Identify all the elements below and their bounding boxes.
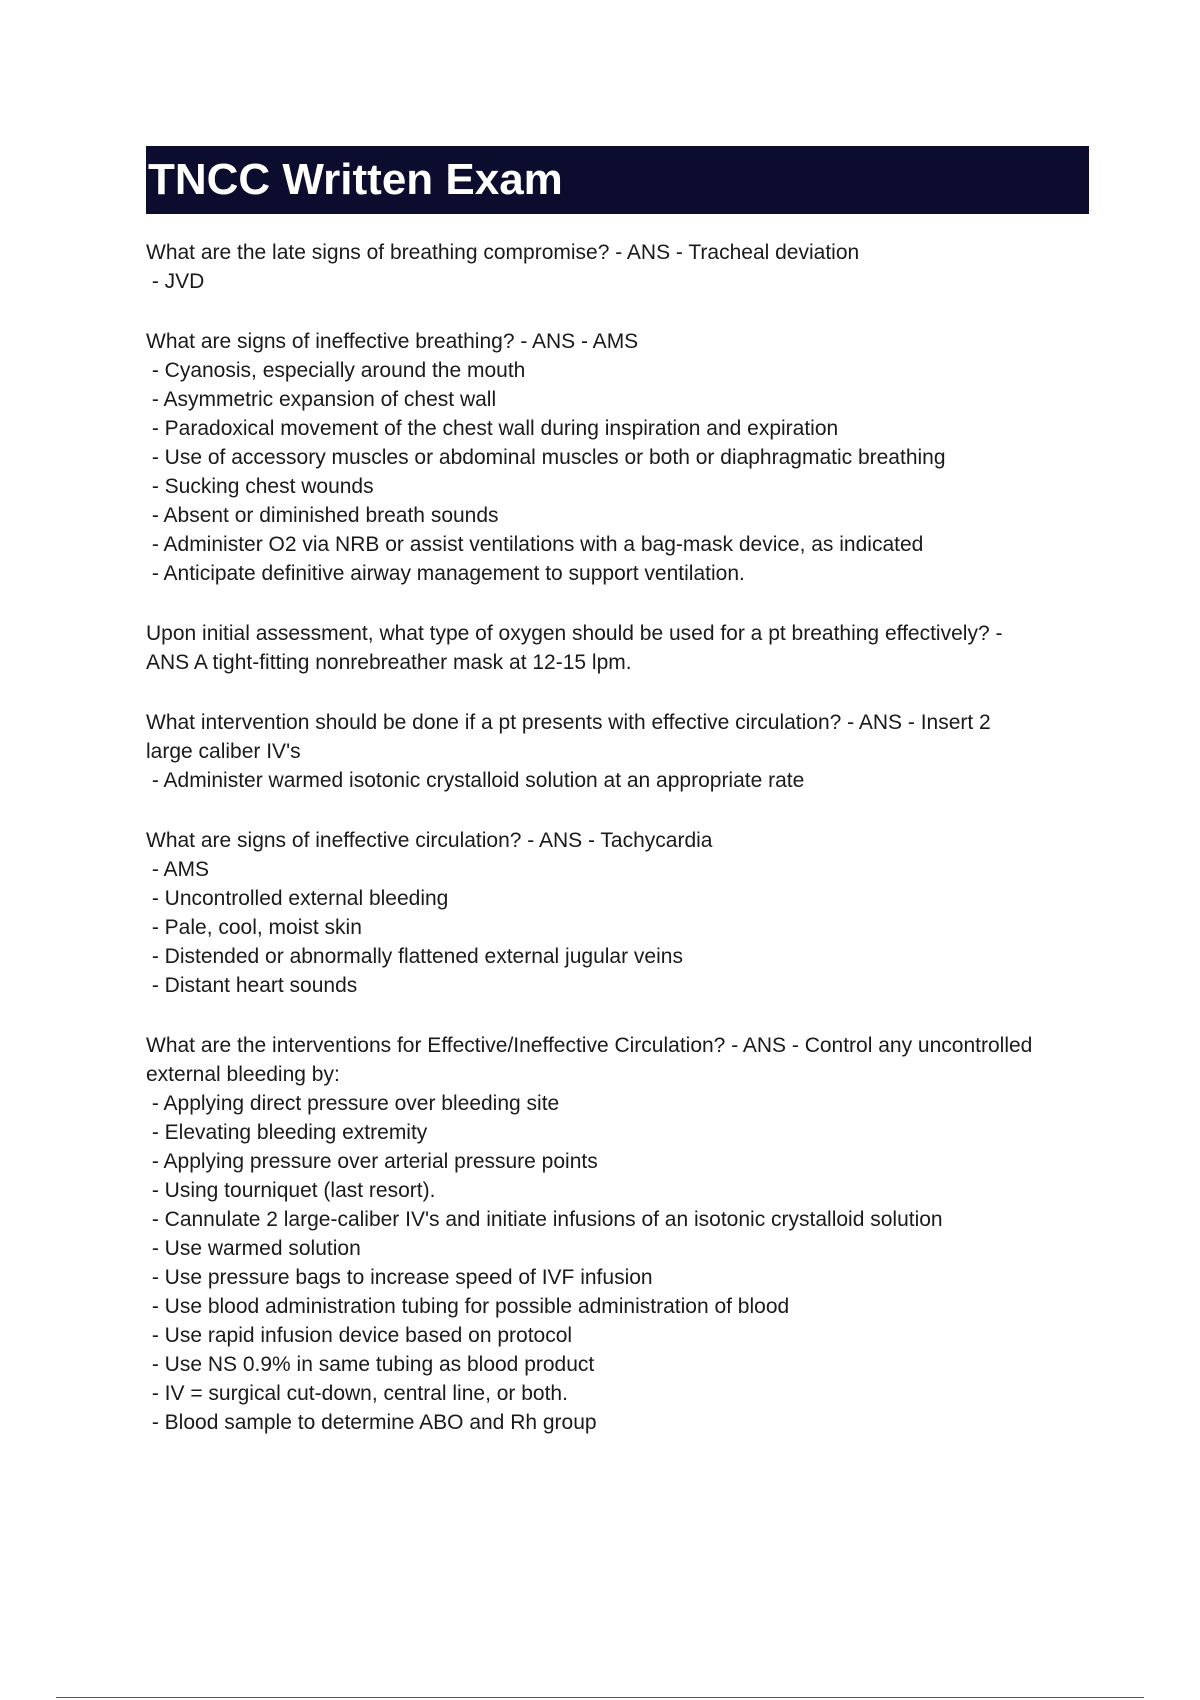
answer-line: ANS A tight-fitting nonrebreather mask at 12-15 lpm. xyxy=(146,651,632,674)
title-banner xyxy=(146,146,1089,214)
document-body xyxy=(146,238,1106,1468)
answer-line: - Distant heart sounds xyxy=(146,974,358,997)
answer-line: - Absent or diminished breath sounds xyxy=(146,504,499,527)
answer-line: - Anticipate definitive airway management to support ventilation. xyxy=(146,562,745,585)
document-title: TNCC Written Exam xyxy=(148,155,563,204)
answer-line: - Cyanosis, especially around the mouth xyxy=(146,359,526,382)
answer-line: - Elevating bleeding extremity xyxy=(146,1121,428,1144)
qa-block xyxy=(146,1031,1106,1437)
answer-line: - Use pressure bags to increase speed of IVF infusion xyxy=(146,1266,653,1289)
answer-line: - Use blood administration tubing for possible administration of blood xyxy=(146,1295,790,1318)
question-line: What are the interventions for Effective/Ineffective Circulation? - ANS - Control any uncontrolled xyxy=(146,1034,1033,1057)
answer-line: - Administer O2 via NRB or assist ventilations with a bag-mask device, as indicated xyxy=(146,533,924,556)
answer-line: - Pale, cool, moist skin xyxy=(146,916,362,939)
answer-line: - Using tourniquet (last resort). xyxy=(146,1179,436,1202)
answer-line: - Use of accessory muscles or abdominal muscles or both or diaphragmatic breathing xyxy=(146,446,946,469)
question-line: What are the late signs of breathing compromise? - ANS - Tracheal deviation xyxy=(146,241,860,264)
answer-line: - Cannulate 2 large-caliber IV's and initiate infusions of an isotonic crystalloid solution xyxy=(146,1208,943,1231)
qa-block xyxy=(146,826,1106,1000)
answer-line: - Administer warmed isotonic crystalloid solution at an appropriate rate xyxy=(146,769,805,792)
qa-block xyxy=(146,619,1106,677)
answer-line: large caliber IV's xyxy=(146,740,301,763)
answer-line: - IV = surgical cut-down, central line, or both. xyxy=(146,1382,568,1405)
qa-block xyxy=(146,327,1106,588)
answer-line: - AMS xyxy=(146,858,210,881)
question-line: What are signs of ineffective breathing? - ANS - AMS xyxy=(146,330,639,353)
answer-line: - Paradoxical movement of the chest wall during inspiration and expiration xyxy=(146,417,839,440)
question-line: What intervention should be done if a pt presents with effective circulation? - ANS - Insert 2 xyxy=(146,711,991,734)
question-line: What are signs of ineffective circulation? - ANS - Tachycardia xyxy=(146,829,713,852)
question-line: Upon initial assessment, what type of oxygen should be used for a pt breathing effectively? - xyxy=(146,622,1003,645)
answer-line: - Blood sample to determine ABO and Rh group xyxy=(146,1411,597,1434)
answer-line: - Distended or abnormally flattened external jugular veins xyxy=(146,945,683,968)
answer-line: - Use warmed solution xyxy=(146,1237,361,1260)
answer-line: - Applying direct pressure over bleeding site xyxy=(146,1092,560,1115)
answer-line: - Uncontrolled external bleeding xyxy=(146,887,449,910)
answer-line: - Asymmetric expansion of chest wall xyxy=(146,388,497,411)
answer-line: - JVD xyxy=(146,270,205,293)
qa-block xyxy=(146,238,1106,296)
answer-line: - Use NS 0.9% in same tubing as blood product xyxy=(146,1353,595,1376)
answer-line: - Sucking chest wounds xyxy=(146,475,374,498)
answer-line: external bleeding by: xyxy=(146,1063,340,1086)
answer-line: - Applying pressure over arterial pressure points xyxy=(146,1150,598,1173)
footer-divider xyxy=(56,1697,1144,1698)
answer-line: - Use rapid infusion device based on protocol xyxy=(146,1324,573,1347)
qa-block xyxy=(146,708,1106,795)
